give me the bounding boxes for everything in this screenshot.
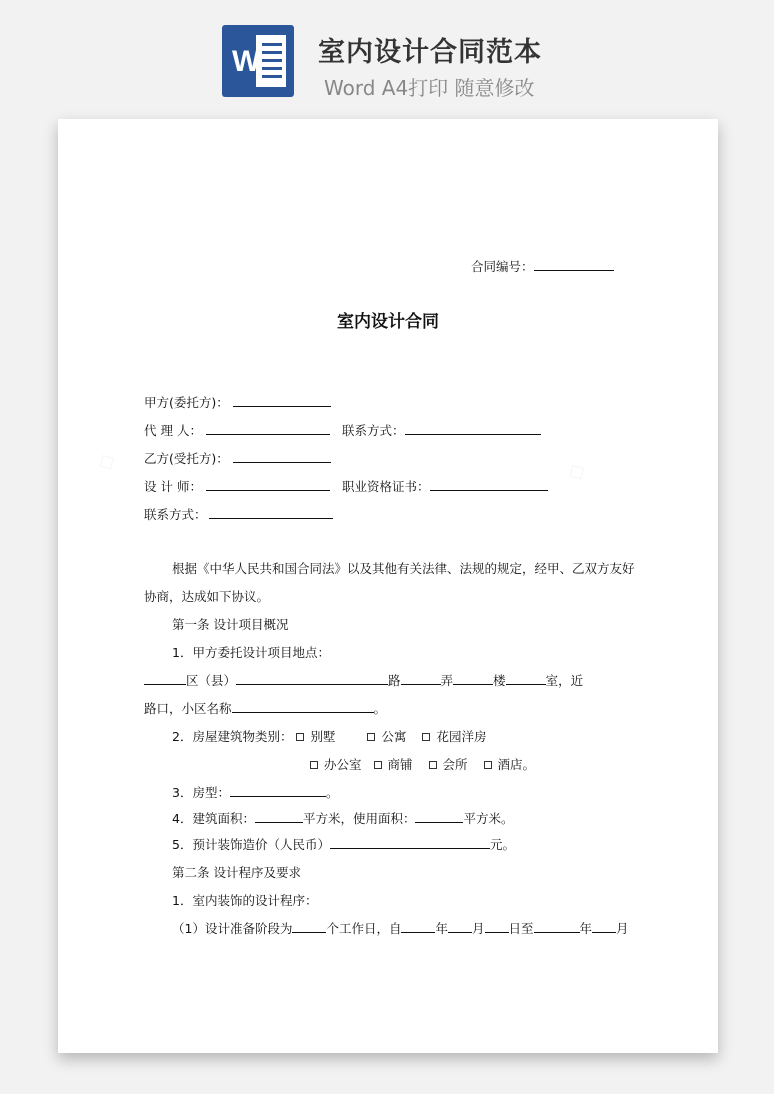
article-2-item-1: 1．室内装饰的设计程序： <box>172 893 318 908</box>
header-subtitle: Word A4打印 随意修改 <box>324 76 535 100</box>
cost-blank[interactable] <box>330 836 490 849</box>
prep-stage-row <box>172 919 629 937</box>
item-4-row <box>172 809 514 827</box>
contact-row <box>342 421 541 439</box>
option-club: 会所 <box>442 757 468 772</box>
option-villa: 别墅 <box>310 729 336 744</box>
contact-label: 联系方式： <box>342 423 405 438</box>
usable-area-label: 平方米，使用面积： <box>302 811 416 826</box>
lane-blank[interactable] <box>401 672 441 685</box>
word-letter: W <box>232 45 261 78</box>
option-hotel: 酒店。 <box>497 757 536 772</box>
year-label: 年 <box>435 921 448 936</box>
room-label: 室，近 <box>545 673 584 688</box>
item-2-label: 2．房屋建筑物类别： <box>172 729 293 744</box>
building-area-blank[interactable] <box>255 810 303 823</box>
designer-blank[interactable] <box>206 478 330 491</box>
intro-line-1: 根据《中华人民共和国合同法》以及其他有关法律、法规的规定，经甲、乙双方友好 <box>172 561 635 576</box>
cert-blank[interactable] <box>430 478 548 491</box>
day-to-label: 日至 <box>508 921 534 936</box>
header-title: 室内设计合同范本 <box>318 37 542 68</box>
contract-number-label: 合同编号： <box>471 259 534 274</box>
prep-stage-label: （1）设计准备阶段为 <box>172 921 293 936</box>
district-blank[interactable] <box>144 672 186 685</box>
month-label-2: 月 <box>616 921 629 936</box>
contact2-row <box>144 505 333 523</box>
cert-row <box>342 477 548 495</box>
item-2-row <box>172 727 486 745</box>
item-2-row-2 <box>310 755 535 773</box>
party-a-label: 甲方(委托方)： <box>144 395 229 410</box>
district-label: 区（县） <box>186 673 237 688</box>
community-blank[interactable] <box>232 700 374 713</box>
checkbox[interactable] <box>310 761 318 769</box>
address-row-2 <box>144 699 386 717</box>
contract-number-blank[interactable] <box>534 258 614 271</box>
designer-row <box>144 477 330 495</box>
start-year-blank[interactable] <box>401 920 435 933</box>
year-label-2: 年 <box>579 921 593 936</box>
community-label: 路口，小区名称 <box>144 701 232 716</box>
cost-unit: 元。 <box>489 837 515 852</box>
contact-blank[interactable] <box>405 422 541 435</box>
address-row <box>144 671 583 689</box>
start-month-blank[interactable] <box>448 920 472 933</box>
usable-area-blank[interactable] <box>415 810 463 823</box>
item-4-label: 4．建筑面积： <box>172 811 255 826</box>
agent-row <box>144 421 330 439</box>
item-5-label: 5．预计装饰造价（人民币） <box>172 837 330 852</box>
end-year-blank[interactable] <box>534 920 580 933</box>
option-shop: 商铺 <box>387 757 413 772</box>
workdays-blank[interactable] <box>292 920 326 933</box>
article-1-title: 第一条 设计项目概况 <box>172 617 289 632</box>
checkbox[interactable] <box>422 733 430 741</box>
period: 。 <box>325 785 339 800</box>
end-month-blank[interactable] <box>592 920 616 933</box>
building-label: 楼 <box>493 673 506 688</box>
page-header <box>0 0 774 110</box>
agent-blank[interactable] <box>206 422 330 435</box>
party-b-row <box>144 449 331 467</box>
item-3-row <box>172 783 338 801</box>
road-label: 路 <box>388 673 401 688</box>
period: 。 <box>373 701 387 716</box>
option-garden-house: 花园洋房 <box>436 729 487 744</box>
room-type-blank[interactable] <box>230 784 326 797</box>
option-apartment: 公寓 <box>381 729 407 744</box>
month-label: 月 <box>472 921 485 936</box>
article-2-title: 第二条 设计程序及要求 <box>172 865 301 880</box>
agent-label: 代 理 人： <box>144 423 202 438</box>
checkbox[interactable] <box>429 761 437 769</box>
intro-line-2: 协商，达成如下协议。 <box>144 589 270 604</box>
watermark <box>563 456 590 486</box>
checkbox[interactable] <box>484 761 492 769</box>
document-page <box>58 119 718 1053</box>
contact2-blank[interactable] <box>209 506 333 519</box>
lane-label: 弄 <box>440 673 454 688</box>
workdays-label: 个工作日，自 <box>326 921 402 936</box>
word-icon <box>222 25 294 97</box>
checkbox[interactable] <box>367 733 375 741</box>
room-blank[interactable] <box>506 672 546 685</box>
item-1: 1．甲方委托设计项目地点： <box>172 645 330 660</box>
area-unit: 平方米。 <box>463 811 514 826</box>
party-b-blank[interactable] <box>233 450 331 463</box>
document-lines-icon <box>256 35 286 87</box>
item-5-row <box>172 835 515 853</box>
party-b-label: 乙方(受托方)： <box>144 451 229 466</box>
document-title: 室内设计合同 <box>337 312 439 332</box>
checkbox[interactable] <box>374 761 382 769</box>
party-a-row <box>144 393 331 411</box>
option-office: 办公室 <box>324 757 362 772</box>
cert-label: 职业资格证书： <box>342 479 430 494</box>
designer-label: 设 计 师： <box>144 479 202 494</box>
item-3-label: 3．房型： <box>172 785 230 800</box>
party-a-blank[interactable] <box>233 394 331 407</box>
building-blank[interactable] <box>453 672 493 685</box>
contract-number <box>471 257 614 275</box>
start-day-blank[interactable] <box>485 920 509 933</box>
checkbox[interactable] <box>296 733 304 741</box>
contact2-label: 联系方式： <box>144 507 207 522</box>
watermark <box>93 446 120 476</box>
road-blank[interactable] <box>236 672 388 685</box>
